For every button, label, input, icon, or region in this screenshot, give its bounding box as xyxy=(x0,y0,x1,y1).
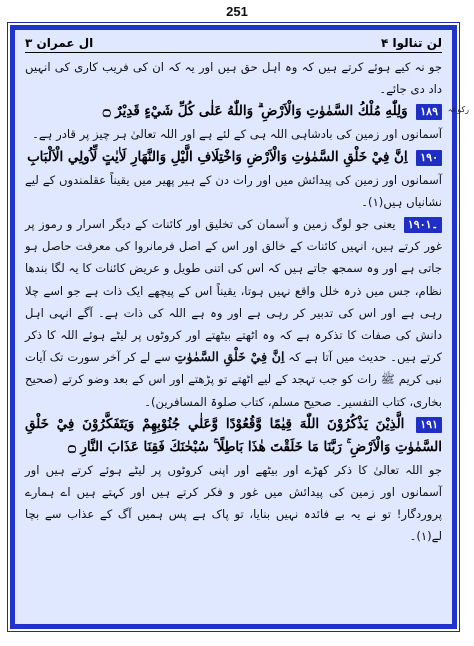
verse-number-badge: ۱۹۱ xyxy=(416,417,442,433)
page-header xyxy=(25,36,442,53)
verse-number-badge: ۱۸۹ xyxy=(416,104,442,120)
surah-title: ال عمران ۳ xyxy=(25,36,94,50)
translation-paragraph: آسمانوں اور زمین کی پیدائش میں اور رات دن کے ہیر پھیر میں یقیناً عقلمندوں کے لیے نشانیاں ہیں(١)۔ xyxy=(25,172,442,209)
page-number: 251 xyxy=(226,4,248,19)
commentary-paragraph xyxy=(25,213,442,413)
page-content xyxy=(25,56,442,548)
verse-191 xyxy=(25,413,442,459)
translation-paragraph: جو اللہ تعالیٰ کا ذکر کھڑے اور بیٹھے اور اپنی کروٹوں پر لیٹے ہوئے کرتے ہیں اور آسمانوں اور زمین کی پیدائش میں غور و فکر کرتے ہیں اور کہتے ہیں اے ہمارے پروردگار! تو نے یہ بے فائدہ نہیں بنایا، تو پاک ہے پس ہمیں آگ کے عذاب سے بچا لے(١)۔ xyxy=(25,462,442,544)
verse-number-badge: ۱۹۰ xyxy=(416,150,442,166)
inline-arabic-quote: اِنَّ فِيْ خَلْقِ السَّمٰوٰتِ xyxy=(174,349,285,365)
commentary-text: سے لے کر آخر سورت تک آیات نبی کریم ﷺ رات کو جب تہجد کے لیے اٹھتے تو پڑھتے اور اس کے بعد وضو کرتے (صحیح بخاری، کتاب التفسیر۔ صحیح مسلم، کتاب صلوۃ المسافرین)۔ xyxy=(25,350,442,409)
page-frame xyxy=(10,25,457,629)
verse-189 xyxy=(25,100,442,123)
juz-title: لن تنالوا ۴ xyxy=(380,36,442,50)
ruku-marker: رکوعہ xyxy=(447,105,469,114)
translation-paragraph: آسمانوں اور زمین کی بادشاہی اللہ ہی کے لئے ہے اور اللہ تعالیٰ ہر چیز پر قادر ہے۔ xyxy=(32,127,442,142)
verse-190 xyxy=(25,146,442,169)
verse-text: الَّذِيْنَ يَذْكُرُوْنَ اللّٰهَ قِيٰمًا وَّقُعُوْدًا وَّعَلٰي جُنُوْبِهِمْ وَيَتَفَكَّرُوْنَ فِيْ خَلْقِ السَّمٰوٰتِ وَالْاَرْضِ ۚ رَبَّنَا مَا خَلَقْتَ هٰذَا بَاطِلًا ۚ سُبْحٰنَكَ فَقِنَا عَذَابَ النَّارِ ۝ xyxy=(25,415,442,455)
verse-text: وَلِلّٰهِ مُلْكُ السَّمٰوٰتِ وَالْاَرْضِ ۗ وَاللّٰهُ عَلٰى كُلِّ شَيْءٍ قَدِيْرٌ ۝ xyxy=(102,103,408,120)
commentary-number-badge: ۱۹۰۔۱ xyxy=(404,217,442,233)
commentary-text: یعنی جو لوگ زمین و آسمان کی تخلیق اور کائنات کے دیگر اسرار و رموز پر غور کرتے ہیں، انہیں کائنات کے خالق اور اس کے اصل فرمانروا کی معرفت حاصل ہو جاتی ہے اور وہ سمجھ جاتے ہیں کہ اس کی اتنی طویل و عریض کائنات کا یہ لگا بندھا نظام، جس میں ذرہ خلل واقع نہیں ہوتا، یقیناً اس کے پیچھے ایک ذات ہے جو اسے چلا رہی ہے اور اس کی تدبیر کر رہی ہے اور وہ ہے اللہ کی ذات ہے۔ آگے انہی اہل دانش کی صفات کا تذکرہ ہے کہ وہ اٹھتے بیٹھتے اور کروٹوں پر لیٹے ہوئے اللہ کا ذکر کرتے ہیں۔ حدیث میں آتا ہے کہ xyxy=(25,217,442,365)
verse-text: اِنَّ فِيْ خَلْقِ السَّمٰوٰتِ وَالْاَرْضِ وَاخْتِلَافِ الَّيْلِ وَالنَّهَارِ لَاٰيٰتٍ لِّاُولِي الْاَلْبَابِ xyxy=(27,148,408,165)
translation-paragraph: جو نہ کیے ہوئے کرتے ہیں کہ وہ اہل حق ہیں اور یہ کہ ان کی فریب کاری کی انہیں داد دی جائے۔ xyxy=(25,60,442,97)
